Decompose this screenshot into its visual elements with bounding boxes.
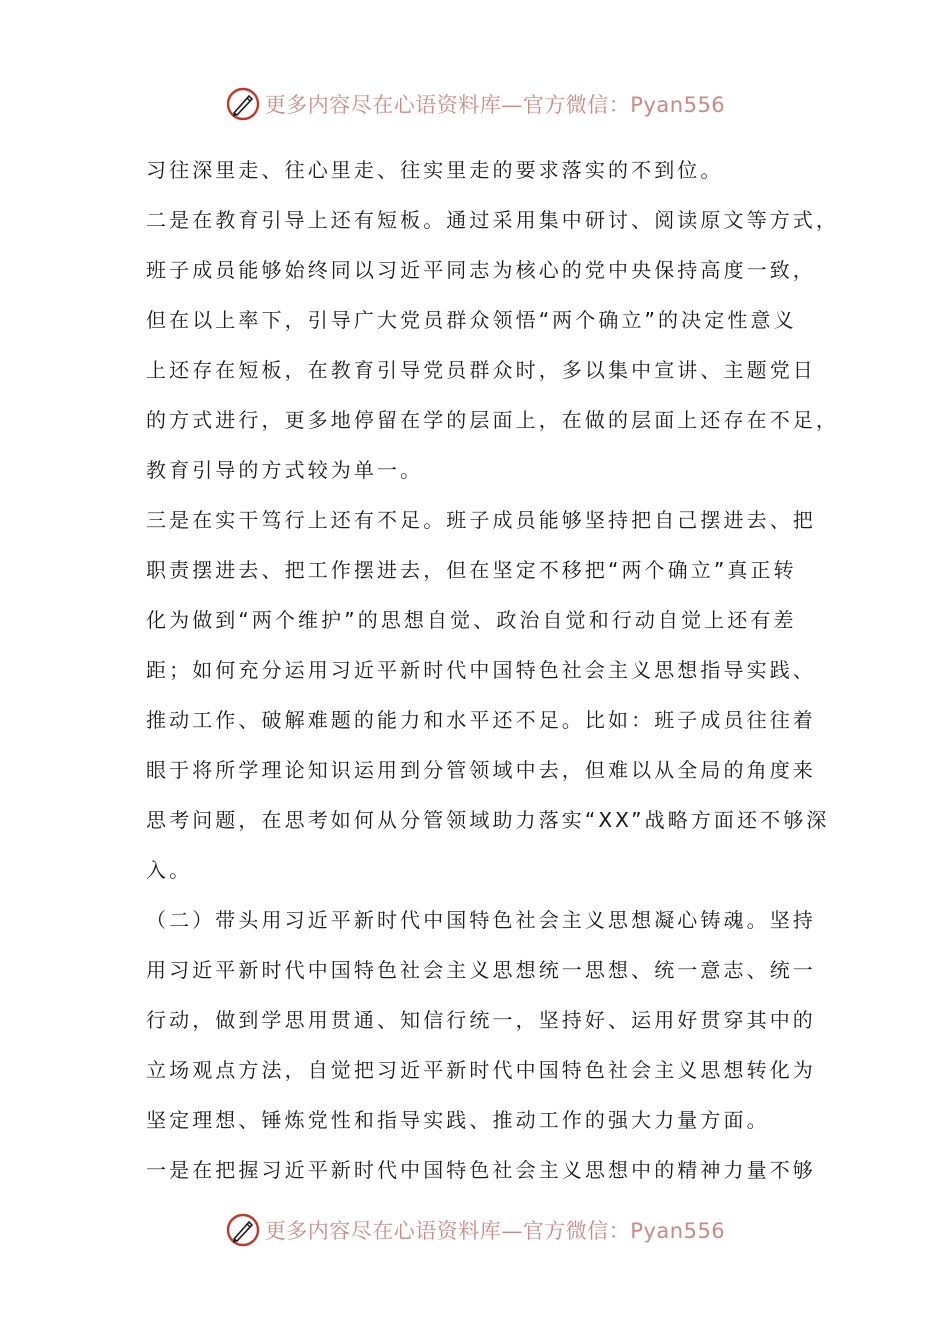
text-line: 推动工作、破解难题的能力和水平还不足。比如：班子成员往往着	[146, 708, 816, 732]
document-body	[146, 150, 839, 1200]
header-banner-text	[265, 89, 725, 119]
text-line: 二是在教育引导上还有短板。通过采用集中研讨、阅读原文等方式，	[146, 208, 839, 232]
text-line: 入。	[146, 858, 193, 882]
text-line: 班子成员能够始终同以习近平同志为核心的党中央保持高度一致，	[146, 258, 816, 282]
header-banner-main: 更多内容尽在心语资料库	[264, 93, 502, 117]
text-line: 但在以上率下，引导广大党员群众领悟“两个确立”的决定性意义	[146, 308, 797, 332]
footer-banner-wechat: 官方微信：Pyan556	[522, 1219, 726, 1243]
text-line: 习往深里走、往心里走、往实里走的要求落实的不到位。	[146, 158, 724, 182]
text-line: 上还存在短板，在教育引导党员群众时，多以集中宣讲、主题党日	[146, 358, 816, 382]
footer-banner-main: 更多内容尽在心语资料库	[264, 1219, 502, 1243]
text-line: 一是在把握习近平新时代中国特色社会主义思想中的精神力量不够	[146, 1158, 816, 1182]
text-line: 眼于将所学理论知识运用到分管领域中去，但难以从全局的角度来	[146, 758, 816, 782]
text-line: 化为做到“两个维护”的思想自觉、政治自觉和行动自觉上还有差	[146, 608, 797, 632]
footer-banner	[0, 1210, 950, 1250]
header-banner	[0, 84, 950, 124]
text-line: 用习近平新时代中国特色社会主义思想统一思想、统一意志、统一	[146, 958, 816, 982]
header-banner-separator: —	[501, 93, 523, 117]
text-line: 立场观点方法，自觉把习近平新时代中国特色社会主义思想转化为	[146, 1058, 816, 1082]
text-line: 的方式进行，更多地停留在学的层面上，在做的层面上还存在不足，	[146, 408, 839, 432]
text-line: 思考问题，在思考如何从分管领域助力落实“XX”战略方面还不够深	[146, 808, 830, 832]
footer-banner-text	[265, 1215, 725, 1245]
footer-banner-separator: —	[501, 1219, 523, 1243]
text-line: 坚定理想、锤炼党性和指导实践、推动工作的强大力量方面。	[146, 1108, 770, 1132]
text-line: 距；如何充分运用习近平新时代中国特色社会主义思想指导实践、	[146, 658, 816, 682]
pen-logo-icon	[225, 1212, 261, 1248]
text-line: 职责摆进去、把工作摆进去，但在坚定不移把“两个确立”真正转	[146, 558, 797, 582]
header-banner-wechat: 官方微信：Pyan556	[522, 93, 726, 117]
text-line: 行动，做到学思用贯通、知信行统一，坚持好、运用好贯穿其中的	[146, 1008, 816, 1032]
text-line: （二）带头用习近平新时代中国特色社会主义思想凝心铸魂。坚持	[146, 908, 816, 932]
text-line: 三是在实干笃行上还有不足。班子成员能够坚持把自己摆进去、把	[146, 508, 816, 532]
text-line: 教育引导的方式较为单一。	[146, 458, 424, 482]
pen-logo-icon	[225, 86, 261, 122]
